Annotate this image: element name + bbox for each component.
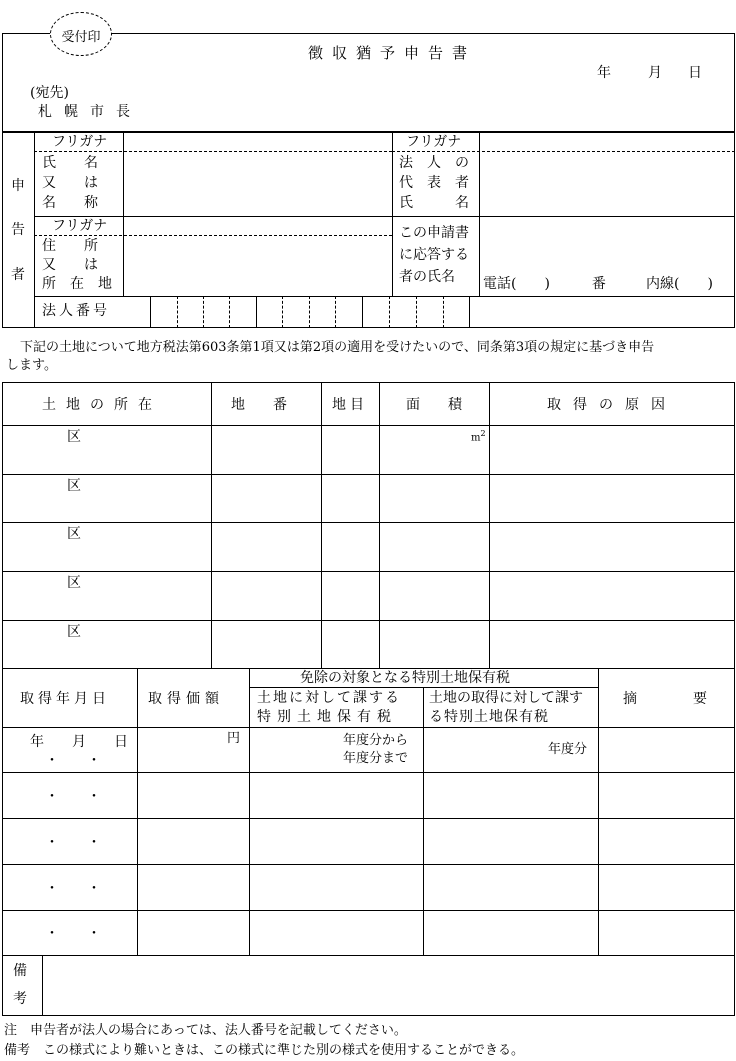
ward-label: 区: [67, 526, 81, 542]
address-label-2: 又 は: [42, 257, 98, 273]
acq-header-date: 取得年月日: [20, 691, 110, 707]
acq-row-2[interactable]: [4, 774, 733, 816]
remarks-field[interactable]: [44, 957, 733, 1014]
date-year: 年: [597, 65, 611, 81]
acq-date-dots: ・ ・: [45, 835, 101, 851]
acq-date-dots: ・ ・: [45, 926, 101, 942]
fiscal-portion: 年度分: [548, 742, 588, 757]
ward-label: 区: [67, 624, 81, 640]
ward-label: 区: [67, 429, 81, 445]
acq-date-dots: ・ ・: [45, 753, 101, 769]
corp-number-field[interactable]: [124, 298, 469, 326]
acq-header-acq-tax-1: 土地の取得に対して課す: [429, 690, 583, 706]
reception-stamp: [50, 12, 112, 56]
note-2: 備考 この様式により難いときは、この様式に準じた別の様式を使用することができる。: [4, 1043, 525, 1058]
rep-label-1: 法 人 の: [399, 155, 469, 171]
acq-row-5[interactable]: [4, 912, 733, 954]
land-header-location: 土地の所在: [42, 397, 162, 413]
furigana-label-name: フリガナ: [52, 134, 108, 150]
land-row-1[interactable]: [4, 427, 733, 472]
acq-header-land-tax-2: 特別土地保有税: [257, 709, 397, 725]
name-label-2: 又 は: [42, 175, 98, 191]
form-title: 徴収猶予申告書: [308, 44, 477, 62]
furigana-label-rep: フリガナ: [406, 134, 462, 150]
acq-header-land-tax-1: 土地に対して課する: [257, 690, 401, 706]
address-field[interactable]: [125, 237, 390, 295]
land-header-lot: 地 番: [231, 397, 287, 413]
rep-label-2: 代 表 者: [399, 175, 469, 191]
land-header-category: 地目: [332, 397, 368, 413]
acq-header-summary: 摘 要: [623, 691, 707, 707]
name-field[interactable]: [125, 153, 390, 215]
intro-line-1: 下記の土地について地方税法第603条第1項又は第2項の適用を受けたいので、同条第3項の規定に基づき申告: [20, 340, 655, 355]
corp-number-label: 法人番号: [42, 303, 110, 319]
rep-label-3: 氏 名: [399, 195, 469, 211]
address-label-3: 所 在 地: [42, 276, 112, 292]
ward-label: 区: [67, 478, 81, 494]
extension-label: 内線( ): [646, 276, 713, 292]
responder-label-3: 者の氏名: [399, 269, 455, 285]
area-unit: $m^2$: [471, 429, 486, 444]
remarks-label-1: 備: [13, 963, 27, 979]
acq-header-exempt: 免除の対象となる特別土地保有税: [300, 670, 510, 686]
remarks-label-2: 考: [13, 991, 27, 1007]
acq-header-price: 取得価額: [148, 691, 224, 707]
land-row-5[interactable]: [4, 622, 733, 667]
intro-line-2: します。: [6, 358, 57, 373]
land-row-4[interactable]: [4, 573, 733, 618]
land-row-3[interactable]: [4, 524, 733, 569]
responder-label-1: この申請書: [399, 225, 469, 241]
applicant-side-label-2: 告: [11, 222, 25, 238]
acq-date-ymd: 年 月 日: [30, 734, 128, 750]
responder-name-field[interactable]: [481, 217, 733, 272]
addressee: 札幌市長: [38, 104, 142, 120]
phone-label: 電話( ) 番: [483, 276, 606, 292]
applicant-side-label-1: 申: [11, 178, 25, 194]
stamp-label: 受付印: [61, 30, 101, 45]
name-label-3: 名 称: [42, 195, 98, 211]
fiscal-from: 年度分から: [343, 733, 409, 748]
acq-row-4[interactable]: [4, 866, 733, 908]
furigana-address-field[interactable]: [125, 217, 390, 234]
address-label-1: 住 所: [42, 238, 98, 254]
acq-row-3[interactable]: [4, 820, 733, 862]
rep-name-field[interactable]: [481, 153, 733, 215]
acq-header-acq-tax-2: る特別土地保有税: [429, 709, 549, 725]
date-day: 日: [688, 65, 702, 81]
addressee-note: (宛先): [30, 85, 69, 101]
land-header-cause: 取得の原因: [547, 397, 677, 413]
furigana-label-address: フリガナ: [52, 218, 108, 234]
land-header-area: 面 積: [406, 397, 462, 413]
yen-unit: 円: [227, 731, 241, 746]
acq-date-dots: ・ ・: [45, 881, 101, 897]
ward-label: 区: [67, 575, 81, 591]
fiscal-to: 年度分まで: [343, 751, 409, 766]
note-1: 注 申告者が法人の場合にあっては、法人番号を記載してください。: [4, 1023, 407, 1038]
furigana-rep-field[interactable]: [481, 132, 733, 150]
furigana-name-field[interactable]: [125, 132, 390, 150]
acq-row-1[interactable]: [4, 729, 733, 771]
name-label-1: 氏 名: [42, 155, 98, 171]
applicant-side-label-3: 者: [11, 267, 25, 283]
acq-date-dots: ・ ・: [45, 789, 101, 805]
date-month: 月: [648, 65, 662, 81]
responder-label-2: に応答する: [399, 247, 469, 263]
land-row-2[interactable]: [4, 476, 733, 521]
